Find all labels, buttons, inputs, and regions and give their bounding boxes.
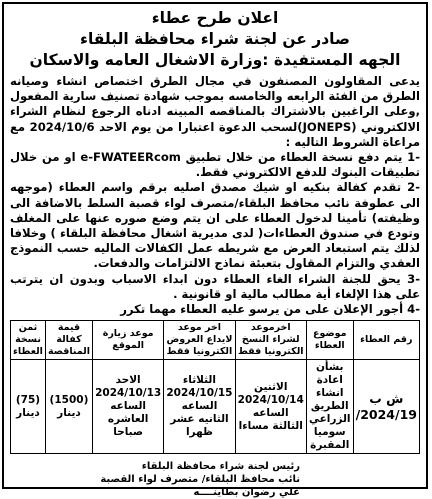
condition-item xyxy=(10,180,420,271)
condition-number: -1 xyxy=(407,150,420,165)
condition-item xyxy=(10,302,420,317)
beneficiary-line: الجهه المستفيدة :وزارة الاشغال العامه والاسكان xyxy=(29,51,401,69)
condition-text: أجور الإعلان على من يرسو عليه العطاء مهما تكرر xyxy=(120,302,404,317)
signature-title: رئيس لجنة شراء محافظة البلقاء xyxy=(141,461,300,473)
cell-purchase-deadline: الاثنين 2024/10/14 الساعه الثالثة مساءا xyxy=(235,360,306,454)
table-header-row xyxy=(11,321,420,360)
cell-copy-price: (75) دينار xyxy=(11,360,46,454)
signature-block xyxy=(10,460,420,499)
cell-subject: بشأن اعادة انشاء الطريق الزراعي سوميا المقبرة xyxy=(306,360,353,454)
condition-item xyxy=(10,272,420,302)
header-subject: موضوع العطاء xyxy=(306,321,353,360)
tender-table xyxy=(10,320,420,454)
condition-number: -3 xyxy=(407,271,421,286)
announcement-body xyxy=(10,74,420,317)
condition-text: تقدم كفالة بنكيه او شيك مصدق اصليه برقم واسم العطاء (موجهه الى عطوفة نائب محافظ البلقاء/متصرف لواء قصبة السلط بالاضافة الى وظيفته) تأمينا لدخول العطاء على ان يتم وضع صوره عنها على المغلف وتودع في صندوق العطاءات( لدى مديرية اشغال محافظة البلقاء ) وخلافا لذلك يتم استبعاد العرض مع شريطه عمل الكفالات الماليه حسب النموذج العقدي والتزام المقاول بتعبئة نماذج الالتزامات والدفعات. xyxy=(10,180,420,271)
header-site-visit: موعد زيارة الموقع xyxy=(93,321,164,360)
condition-number: -4 xyxy=(407,302,420,317)
condition-item xyxy=(10,150,420,180)
header-tender-number: رقم العطاء xyxy=(353,321,419,360)
header-copy-price: ثمن نسخة العطاء xyxy=(11,321,46,360)
signature-name: علي رضوان بطاينــــه xyxy=(193,487,300,499)
cell-site-visit: الاحد 2024/10/13 الساعه العاشره صباحا xyxy=(93,360,164,454)
intro-paragraph: يدعى المقاولون المصنفون في مجال الطرق اختصاص انشاء وصيانه الطرق من الفئة الرابعه والخامسه بموجب شهادة تصنيف سارية المفعول ,وعلى الراغبين بالاشتراك بالمناقصه المبينه ادناه الرجوع لنظام الشراء الالكتروني (JONEPS)لسحب الدعوة اعتبارا من يوم الاحد 2024/10/6 مع مراعاة الشروط التاليه : xyxy=(10,74,420,149)
condition-text: يتم دفع نسخة العطاء من خلال تطبيق e-FWATEERcom او من خلال تطبيقات البنوك للدفع الالكتروني فقط. xyxy=(10,150,420,180)
signature-position: نائب محافظ البلقاء/ متصرف لواء القصبة xyxy=(100,474,300,486)
header-submission-deadline: اخر موعد لايداع العروض الكترونيا فقط xyxy=(164,321,235,360)
cell-submission-deadline: الثلاثاء 2024/10/15 الساعه الثانيه عشر ظهرا xyxy=(164,360,235,454)
condition-number: -2 xyxy=(407,180,420,195)
header-guarantee-value: قيمة كفالة المناقصة xyxy=(45,321,92,360)
tender-announcement xyxy=(2,2,428,499)
condition-text: يحق للجنة الشراء الغاء العطاء دون ابداء الاسباب وبدون ان يترتب على هذا الإلغاء أية مطالب مالية او قانونية . xyxy=(10,271,420,301)
header-purchase-deadline: اخرموعد لشراء النسخ الكترونيا فقط xyxy=(235,321,306,360)
issuer-line: صادر عن لجنة شراء محافظة البلقاء xyxy=(80,30,350,48)
cell-tender-number: ش ب 2024/19/ xyxy=(353,360,419,454)
announcement-title: اعلان طرح عطاء xyxy=(151,9,279,27)
cell-guarantee-value: (1500) دينار xyxy=(45,360,92,454)
table-row xyxy=(11,360,420,454)
